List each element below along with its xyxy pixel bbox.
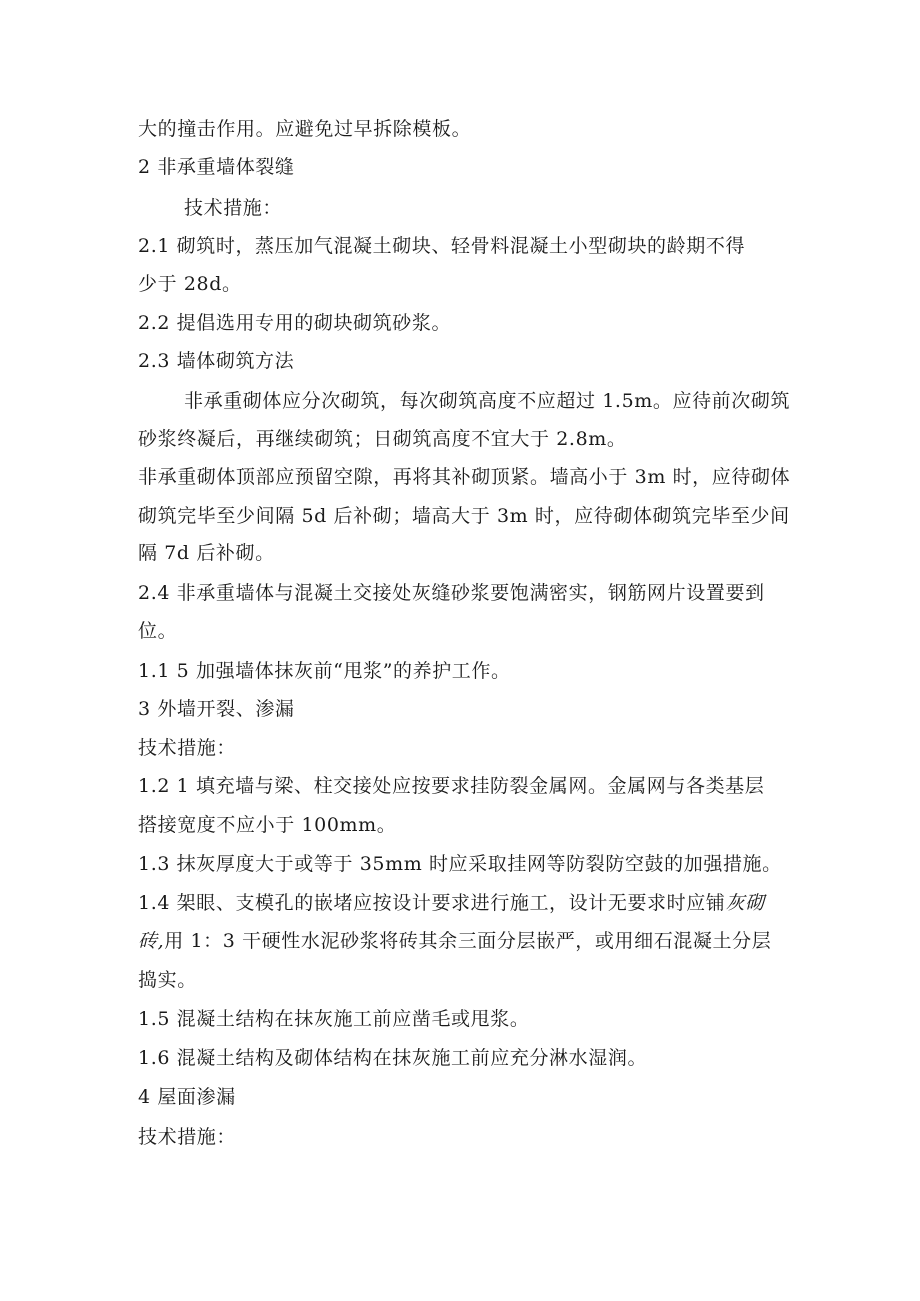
paragraph-line: 1.5 混凝土结构在抹灰施工前应凿毛或甩浆。 xyxy=(138,1008,530,1030)
italic-text: 砖, xyxy=(138,930,165,952)
paragraph-line: 非承重砌体顶部应预留空隙，再将其补砌顶紧。墙高小于 3m 时，应待砌体 xyxy=(138,466,791,488)
paragraph-line: 捣实。 xyxy=(138,969,197,991)
paragraph-text: 1.4 架眼、支模孔的嵌堵应按设计要求进行施工，设计无要求时应铺 xyxy=(138,892,726,914)
paragraph-line: 非承重砌体应分次砌筑，每次砌筑高度不应超过 1.5m。应待前次砌筑 xyxy=(184,390,791,412)
paragraph-line: 搭接宽度不应小于 100mm。 xyxy=(138,814,397,836)
subheading: 技术措施： xyxy=(138,737,237,759)
paragraph-line: 隔 7d 后补砌。 xyxy=(138,542,275,564)
section-heading: 2 非承重墙体裂缝 xyxy=(138,156,295,178)
section-heading: 4 屋面渗漏 xyxy=(138,1086,236,1108)
paragraph-line: 砌筑完毕至少间隔 5d 后补砌；墙高大于 3m 时，应待砌体砌筑完毕至少间 xyxy=(138,505,790,527)
italic-text: 灰砌 xyxy=(725,892,765,914)
paragraph-line: 1.1 5 加强墙体抹灰前“甩浆”的养护工作。 xyxy=(138,660,511,682)
paragraph-line: 1.6 混凝土结构及砌体结构在抹灰施工前应充分淋水湿润。 xyxy=(138,1047,648,1069)
paragraph-line: 2.3 墙体砌筑方法 xyxy=(138,350,295,372)
paragraph-line: 1.3 抹灰厚度大于或等于 35mm 时应采取挂网等防裂防空鼓的加强措施。 xyxy=(138,853,782,875)
subheading: 技术措施： xyxy=(138,1126,237,1148)
subheading: 技术措施： xyxy=(184,197,283,219)
section-heading: 3 外墙开裂、渗漏 xyxy=(138,698,295,720)
paragraph-line: 2.2 提倡选用专用的砌块砌筑砂浆。 xyxy=(138,312,452,334)
paragraph-line: 砂浆终凝后，再继续砌筑；日砌筑高度不宜大于 2.8m。 xyxy=(138,428,627,450)
paragraph-line: 2.4 非承重墙体与混凝土交接处灰缝砂浆要饱满密实，钢筋网片设置要到 xyxy=(138,582,765,604)
paragraph-line: 1.2 1 填充墙与梁、柱交接处应按要求挂防裂金属网。金属网与各类基层 xyxy=(138,775,765,797)
paragraph-line: 位。 xyxy=(138,620,178,642)
paragraph-line: 大的撞击作用。应避免过早拆除模板。 xyxy=(138,118,472,140)
paragraph-text: 用 1：3 干硬性水泥砂浆将砖其余三面分层嵌严，或用细石混凝土分层 xyxy=(164,930,772,952)
paragraph-line xyxy=(138,929,771,953)
paragraph-line: 2.1 砌筑时，蒸压加气混凝土砌块、轻骨料混凝土小型砌块的龄期不得 xyxy=(138,235,746,257)
paragraph-line: 少于 28d。 xyxy=(138,273,242,295)
paragraph-line xyxy=(138,891,765,915)
